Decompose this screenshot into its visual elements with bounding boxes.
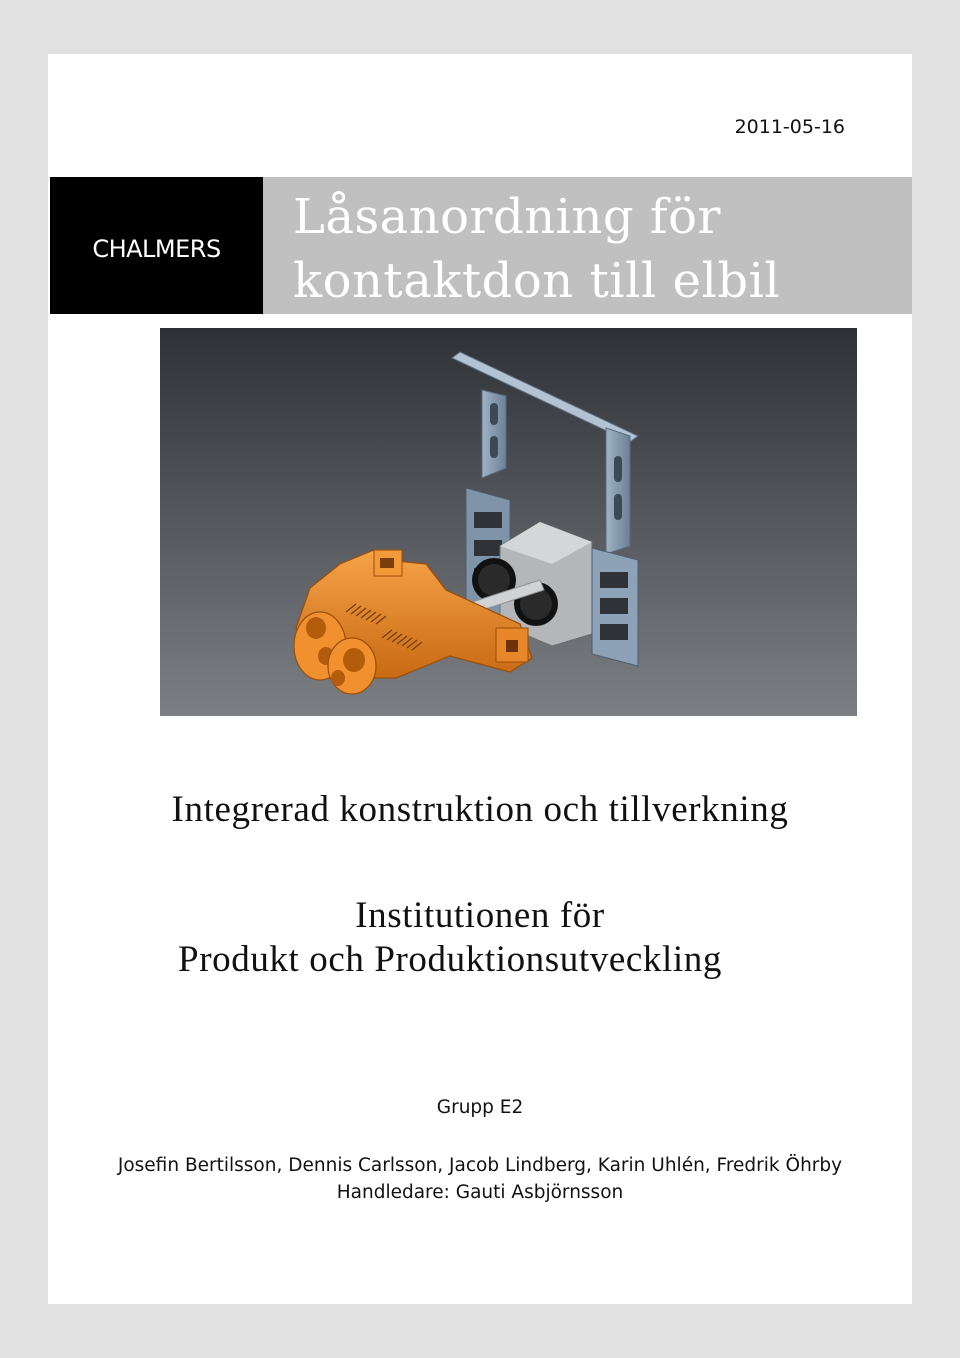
cover-page	[48, 54, 912, 1304]
report-date: 2011-05-16	[734, 116, 845, 138]
department-line-2: Produkt och Produktionsutveckling	[178, 939, 722, 980]
department-line-1: Institutionen för	[355, 895, 605, 936]
authors: Josefin Bertilsson, Dennis Carlsson, Jacob Lindberg, Karin Uhlén, Fredrik Öhrby	[117, 1155, 843, 1176]
report-title-line-1: Låsanordning för	[293, 189, 721, 245]
supervisor: Handledare: Gauti Asbjörnsson	[336, 1182, 624, 1203]
course-name: Integrerad konstruktion och tillverkning	[171, 789, 789, 830]
report-title-line-2: kontaktdon till elbil	[293, 253, 781, 309]
title-banner	[50, 177, 912, 314]
report-title	[263, 177, 912, 314]
department	[48, 894, 912, 982]
cad-render-image	[160, 328, 857, 716]
chalmers-logo: CHALMERS	[50, 177, 263, 314]
group-name: Grupp E2	[436, 1097, 524, 1118]
credits	[48, 1152, 912, 1206]
